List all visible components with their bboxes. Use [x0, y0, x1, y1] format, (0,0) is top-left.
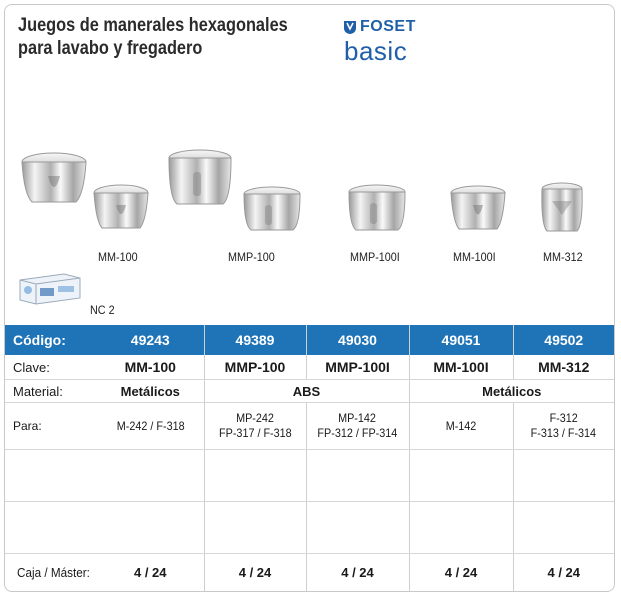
clave-cell: MMP-100: [204, 355, 306, 380]
code-cell: 49389: [204, 325, 306, 355]
para-cell: [409, 403, 513, 450]
code-header-label: Código:: [5, 325, 97, 355]
blank-cell: [409, 450, 513, 502]
blank-cell: [97, 450, 204, 502]
material-label: Material:: [5, 380, 97, 403]
handle-mmp-100i-image: [345, 183, 409, 235]
para-line: F-313 / F-314: [531, 426, 597, 440]
table-header-row: [5, 325, 614, 355]
material-cell: Metálicos: [97, 380, 204, 403]
handle-mm-100-large-image: [18, 150, 90, 208]
table-row: [5, 403, 614, 450]
para-line: MP-242: [236, 411, 274, 425]
para-line: M-242 / F-318: [116, 418, 185, 433]
table-row: [5, 380, 614, 403]
caja-cell: 4 / 24: [306, 554, 409, 592]
caja-label: [5, 554, 97, 592]
package-nc2-image: [18, 270, 82, 306]
handle-mmp-100-small-image: [240, 185, 304, 235]
code-cell: 49051: [409, 325, 513, 355]
para-line: FP-317 / F-318: [218, 426, 292, 440]
blank-cell: [5, 502, 97, 554]
para-line: M-142: [445, 418, 477, 433]
label-mmp-100i: MMP-100I: [350, 250, 400, 264]
clave-cell: MM-100: [97, 355, 204, 380]
brand-logo: [342, 18, 432, 68]
label-mm-100i: MM-100I: [453, 250, 496, 264]
handle-mm-100i-image: [447, 184, 509, 234]
blank-cell: [97, 502, 204, 554]
para-line: MP-142: [338, 411, 377, 425]
clave-label: Clave:: [5, 355, 97, 380]
caja-cell: 4 / 24: [547, 565, 581, 580]
brand-subline: basic: [344, 36, 408, 66]
para-cell: [204, 403, 306, 450]
page-title: [18, 14, 288, 60]
handle-mmp-100-large-image: [165, 148, 235, 210]
para-line: FP-312 / FP-314: [317, 426, 398, 440]
caja-cell: 4 / 24: [97, 554, 204, 592]
caja-cell: 4 / 24: [204, 554, 306, 592]
blank-cell: [306, 450, 409, 502]
code-cell: 49030: [306, 325, 409, 355]
para-cell: [513, 403, 614, 450]
blank-cell: [513, 502, 614, 554]
code-cell: 49243: [97, 325, 204, 355]
blank-cell: [204, 450, 306, 502]
handle-mm-312-image: [538, 181, 586, 235]
product-spec-table: [5, 325, 614, 591]
title-line1-bold: hexagonales: [188, 15, 288, 36]
para-line: F-312: [549, 411, 578, 425]
blank-cell: [513, 450, 614, 502]
table-row: [5, 450, 614, 502]
material-cell: ABS: [204, 380, 409, 403]
caja-label-text: Caja / Máster:: [17, 565, 90, 580]
para-cell: [97, 403, 204, 450]
blank-cell: [409, 502, 513, 554]
table-row: [5, 355, 614, 380]
para-label: Para:: [5, 403, 97, 450]
clave-cell: MM-100I: [409, 355, 513, 380]
label-mm-100: MM-100: [98, 250, 138, 264]
code-cell: 49502: [513, 325, 614, 355]
material-cell: Metálicos: [409, 380, 614, 403]
handle-mm-100-small-image: [90, 183, 152, 233]
foset-logo-icon: [342, 19, 358, 35]
title-line2: para lavabo y fregadero: [18, 38, 203, 59]
blank-cell: [5, 450, 97, 502]
blank-cell: [306, 502, 409, 554]
caja-cell: 4 / 24: [409, 554, 513, 592]
label-mmp-100: MMP-100: [228, 250, 275, 264]
blank-cell: [204, 502, 306, 554]
table-row: [5, 554, 614, 592]
brand-name: FOSET: [360, 18, 416, 35]
table-row: [5, 502, 614, 554]
label-nc2: NC 2: [90, 303, 115, 317]
para-cell: [306, 403, 409, 450]
clave-cell: MM-312: [513, 355, 614, 380]
clave-cell: MMP-100I: [306, 355, 409, 380]
label-mm-312: MM-312: [543, 250, 583, 264]
title-line1-normal: Juegos de manerales: [18, 15, 189, 36]
